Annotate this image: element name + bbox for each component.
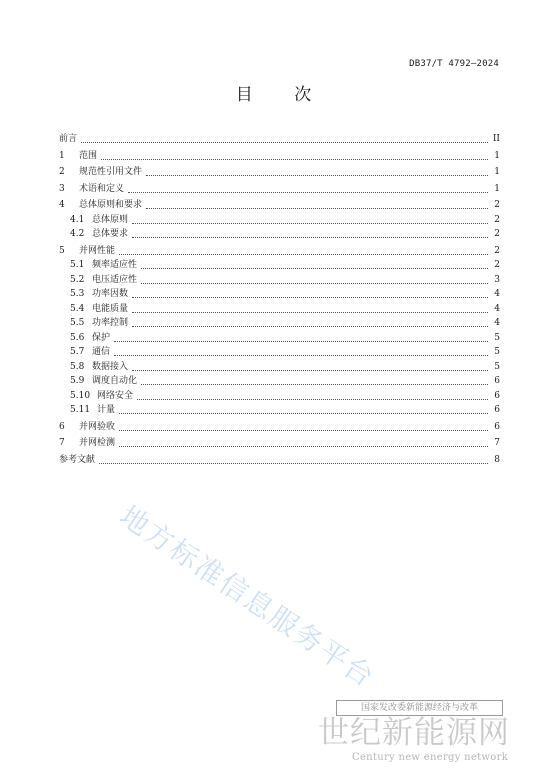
toc-entry-label: 功率因数 <box>92 289 129 299</box>
toc-entry-label: 电压适应性 <box>92 274 138 285</box>
toc-dot-leader <box>137 398 488 400</box>
toc-entry[interactable] <box>59 403 500 418</box>
toc-entry-label: 并网验收 <box>79 421 116 432</box>
toc-page-number: 2 <box>494 260 500 270</box>
toc-dot-leader <box>132 236 488 238</box>
toc-page-number: 6 <box>494 376 500 386</box>
toc-dot-leader <box>132 369 488 371</box>
toc-entry-title <box>59 182 126 197</box>
toc-entry-label: 保护 <box>92 332 111 343</box>
toc-entry-number: 5.6 <box>70 332 85 343</box>
toc-dot-leader <box>119 412 488 414</box>
standard-code: DB37/T 4792—2024 <box>409 59 499 69</box>
toc-entry-label: 网络安全 <box>97 390 134 401</box>
toc-entry-number: 6 <box>59 421 65 432</box>
toc-entry[interactable] <box>59 453 500 468</box>
site-logo: 世纪新能源网 <box>318 715 510 751</box>
toc-dot-leader <box>119 429 488 431</box>
toc-page-number: 3 <box>494 274 500 285</box>
toc-entry-number: 4 <box>59 200 65 210</box>
toc-dot-leader <box>114 354 488 356</box>
toc-entry-title <box>59 420 117 435</box>
toc-entry[interactable] <box>59 213 500 228</box>
logo-subtitle: Century new energy network <box>352 752 509 763</box>
toc-entry[interactable] <box>59 273 500 288</box>
toc-entry-title <box>59 165 144 180</box>
toc-entry[interactable] <box>59 331 500 346</box>
toc-page-number: 5 <box>494 361 500 372</box>
toc-entry-title <box>59 453 97 468</box>
toc-entry-title <box>59 132 79 147</box>
toc-entry-title <box>70 287 130 302</box>
toc-entry-title <box>70 273 139 288</box>
toc-dot-leader <box>141 282 488 284</box>
toc-entry-label: 通信 <box>92 347 111 357</box>
toc-entry-label: 规范性引用文件 <box>79 167 143 177</box>
toc-dot-leader <box>146 207 488 209</box>
toc-page-number: 4 <box>494 289 500 299</box>
toc-entry-number: 7 <box>59 438 65 448</box>
toc-entry[interactable] <box>59 302 500 317</box>
toc-entry-number: 5.9 <box>70 376 85 386</box>
toc-entry-label: 总体原则 <box>92 214 129 225</box>
toc-entry-title <box>70 389 135 404</box>
toc-dot-leader <box>146 174 488 176</box>
toc-entry-label: 总体原则和要求 <box>79 200 143 210</box>
toc-entry-label: 数据接入 <box>92 361 129 372</box>
toc-entry-number: 5.5 <box>70 318 85 328</box>
toc-entry-label: 参考文献 <box>59 454 96 465</box>
toc-entry-number: 1 <box>59 150 65 161</box>
toc-page-number: 8 <box>494 454 500 465</box>
toc-dot-leader <box>99 462 488 464</box>
toc-entry[interactable] <box>59 132 500 147</box>
toc-entry[interactable] <box>59 316 500 331</box>
toc-page-number: 6 <box>494 405 500 415</box>
toc-entry-label: 并网检测 <box>79 438 116 448</box>
toc-entry-title <box>59 198 144 213</box>
toc-entry[interactable] <box>59 227 500 242</box>
toc-entry-label: 调度自动化 <box>92 376 138 386</box>
toc-dot-leader <box>114 340 488 342</box>
toc-entry-title <box>59 244 117 259</box>
toc-page-number: 4 <box>494 318 500 328</box>
toc-entry-title <box>70 345 112 360</box>
toc-entry-title <box>70 403 117 418</box>
toc-entry[interactable] <box>59 165 500 180</box>
toc-entry[interactable] <box>59 287 500 302</box>
toc-page-number: II <box>492 134 500 144</box>
toc-entry-title <box>70 360 130 375</box>
toc-entry-title <box>70 258 139 273</box>
toc-entry[interactable] <box>59 182 500 197</box>
toc-entry-label: 前言 <box>59 134 78 144</box>
toc-page-number: 1 <box>494 183 500 194</box>
toc-page-number: 1 <box>494 167 500 177</box>
toc-entry-label: 电能质量 <box>92 303 129 314</box>
watermark: 地方标准信息服务平台 <box>113 499 381 695</box>
toc-entry[interactable] <box>59 149 500 164</box>
toc-entry-label: 计量 <box>97 405 116 415</box>
toc-page-number: 6 <box>494 390 500 401</box>
toc-page-number: 6 <box>494 421 500 432</box>
toc-entry[interactable] <box>59 360 500 375</box>
toc-entry[interactable] <box>59 389 500 404</box>
toc-entry-title <box>59 149 99 164</box>
toc-dot-leader <box>101 158 488 160</box>
logo-badge: 国家发改委新能源经济与改革 <box>336 700 503 716</box>
toc-entry[interactable] <box>59 436 500 451</box>
toc-dot-leader <box>128 191 488 193</box>
toc-dot-leader <box>132 325 488 327</box>
toc-entry-label: 并网性能 <box>79 245 116 256</box>
toc-page-number: 2 <box>494 200 500 210</box>
toc-page-number: 5 <box>494 347 500 357</box>
toc-page-number: 2 <box>494 229 500 239</box>
toc-entry-number: 4.2 <box>70 229 85 239</box>
toc-entry-title <box>70 331 112 346</box>
toc-page-number: 7 <box>494 438 500 448</box>
toc-entry[interactable] <box>59 345 500 360</box>
page-title: 目 次 <box>235 85 330 105</box>
toc-dot-leader <box>81 141 488 143</box>
toc-entry-title <box>70 213 130 228</box>
toc-dot-leader <box>119 253 488 255</box>
toc-entry-number: 5.2 <box>70 274 85 285</box>
toc-dot-leader <box>132 222 488 224</box>
toc-entry-title <box>70 316 130 331</box>
toc-entry-title <box>70 227 130 242</box>
toc-dot-leader <box>141 267 488 269</box>
toc-entry-label: 总体要求 <box>92 229 129 239</box>
toc-page-number: 4 <box>494 303 500 314</box>
toc-dot-leader <box>141 383 488 385</box>
toc-entry[interactable] <box>59 198 500 213</box>
toc-entry[interactable] <box>59 244 500 259</box>
toc-dot-leader <box>119 445 488 447</box>
toc-entry-label: 频率适应性 <box>92 260 138 270</box>
toc-page-number: 2 <box>494 214 500 225</box>
toc-entry-number: 5.8 <box>70 361 85 372</box>
toc-entry[interactable] <box>59 258 500 273</box>
toc-entry-number: 4.1 <box>70 214 85 225</box>
toc-page-number: 1 <box>494 150 500 161</box>
toc-entry-label: 功率控制 <box>92 318 129 328</box>
toc-entry[interactable] <box>59 420 500 435</box>
toc-entry-number: 5 <box>59 245 65 256</box>
toc-entry-number: 5.11 <box>70 405 91 415</box>
toc-dot-leader <box>132 296 488 298</box>
toc-entry-number: 5.10 <box>70 390 91 401</box>
toc-page-number: 2 <box>494 245 500 256</box>
toc-entry-title <box>70 302 130 317</box>
toc-page-number: 5 <box>494 332 500 343</box>
toc-entry[interactable] <box>59 374 500 389</box>
toc-entry-title <box>59 436 117 451</box>
toc-entry-label: 范围 <box>79 150 98 161</box>
toc-dot-leader <box>132 311 488 313</box>
toc-entry-number: 3 <box>59 183 65 194</box>
toc-entry-number: 5.7 <box>70 347 85 357</box>
toc-entry-title <box>70 374 139 389</box>
toc-entry-number: 5.4 <box>70 303 85 314</box>
table-of-contents <box>59 132 500 467</box>
toc-entry-number: 5.3 <box>70 289 85 299</box>
toc-entry-number: 2 <box>59 167 65 177</box>
toc-entry-number: 5.1 <box>70 260 85 270</box>
toc-entry-label: 术语和定义 <box>79 183 125 194</box>
